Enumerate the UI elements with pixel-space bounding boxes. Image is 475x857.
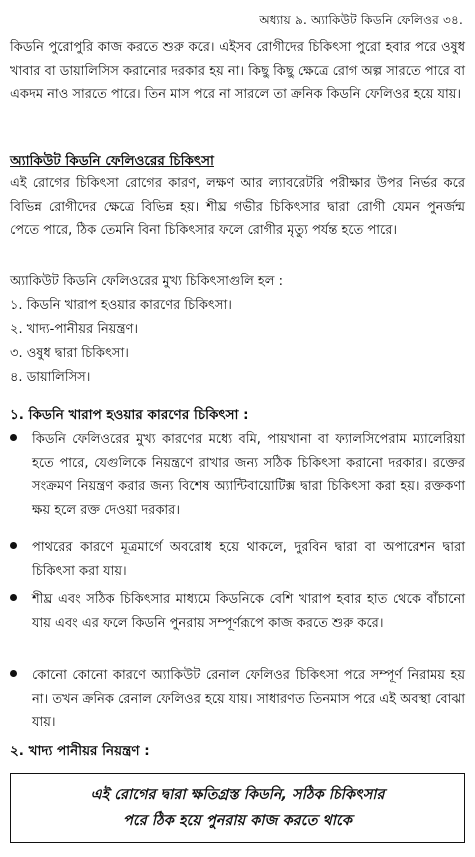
cause-bullet-text: কোনো কোনো কারণে অ্যাকিউট রেনাল ফেলিওর চিকিৎসা পরে সম্পূর্ণ নিরাময় হয় না। তখন ক্রনিক রেনাল ফেলিওর হয়ে যায়। সাধারণত তিনমাস পরে এই অবস্থা বোঝা যায়। [32, 668, 465, 730]
cause-bullet-text: কিডনি ফেলিওরের মুখ্য কারণের মধ্যে বমি, পায়খানা বা ফ্যালসিপেরাম ম্যালেরিয়া হতে পারে, যেগুলিকে নিয়ন্ত্রণে রাখার জন্য সঠিক চিকিৎসা করানো দরকার। রক্তের সংক্রমণ নিয়ন্ত্রণ করার জন্য বিশেষ অ্যান্টিবায়োটিক্স দ্বারা চিকিৎসা করা হয়। রক্তকণা ক্ষয় হলে রক্ত দেওয়া দরকার। [32, 432, 465, 518]
callout-box [10, 773, 465, 843]
diet-control-heading: ২. খাদ্য পানীয়র নিয়ন্ত্রণ : [10, 743, 150, 759]
running-header: অধ্যায় ৯. অ্যাকিউট কিডনি ফেলিওর ৩৪. [259, 13, 463, 27]
bullet-icon [10, 434, 17, 441]
cause-treatment-heading: ১. কিডনি খারাপ হওয়ার কারণের চিকিৎসা : [10, 407, 249, 423]
treatment-list-intro: অ্যাকিউট কিডনি ফেলিওরের মুখ্য চিকিৎসাগুলি হল : [10, 274, 283, 289]
intro-paragraph: কিডনি পুরোপুরি কাজ করতে শুরু করে। এইসব রোগীদের চিকিৎসা পুরো হবার পরে ওষুধ খাবার বা ডায়ালিসিস করানোর দরকার হয় না। কিছু কিছু ক্ষেত্রে রোগ অল্প সারতে পারে বা একদম নাও সারতে পারে। তিন মাস পরে না সারলে তা ক্রনিক কিডনি ফেলিওর হয়ে যায়। [10, 40, 465, 102]
treatment-list-item-3: ৩. ওষুধ দ্বারা চিকিৎসা। [10, 346, 129, 361]
cause-bullet-text: পাথরের কারণে মূত্রমার্গে অবরোধ হয়ে থাকলে, দুরবিন দ্বারা বা অপারেশন দ্বারা চিকিৎসা করা যায়। [32, 540, 465, 579]
cause-bullet-text: শীঘ্র এবং সঠিক চিকিৎসার মাধ্যমে কিডনিকে বেশি খারাপ হবার হাত থেকে বাঁচানো যায় এবং এর ফলে কিডনি পুনরায় সম্পূর্ণরূপে কাজ করতে শুরু করে। [32, 592, 465, 631]
callout-line-1: এই রোগের দ্বারা ক্ষতিগ্রস্ত কিডনি, সঠিক চিকিৎসার [90, 787, 385, 803]
treatment-list-item-1: ১. কিডনি খারাপ হওয়ার কারণের চিকিৎসা। [10, 298, 232, 313]
treatment-heading: অ্যাকিউট কিডনি ফেলিওরের চিকিৎসা [10, 153, 214, 169]
bullet-icon [10, 542, 17, 549]
treatment-list-item-4: ৪. ডায়ালিসিস। [10, 370, 91, 385]
bullet-icon [10, 670, 17, 677]
bullet-icon [10, 594, 17, 601]
treatment-list-item-2: ২. খাদ্য-পানীয়র নিয়ন্ত্রণ। [10, 322, 139, 337]
callout-line-2: পরে ঠিক হয়ে পুনরায় কাজ করতে থাকে [123, 813, 352, 829]
treatment-paragraph: এই রোগের চিকিৎসা রোগের কারণ, লক্ষণ আর ল্যাবরেটরি পরীক্ষার উপর নির্ভর করে বিভিন্ন রোগীদের ক্ষেত্রে বিভিন্ন হয়। শীঘ্র গভীর চিকিৎসার দ্বারা রোগী যেমন পুনর্জন্ম পেতে পারে, ঠিক তেমনি বিনা চিকিৎসার ফলে রোগীর মৃত্যু পর্যন্ত হতে পারে। [10, 176, 465, 238]
